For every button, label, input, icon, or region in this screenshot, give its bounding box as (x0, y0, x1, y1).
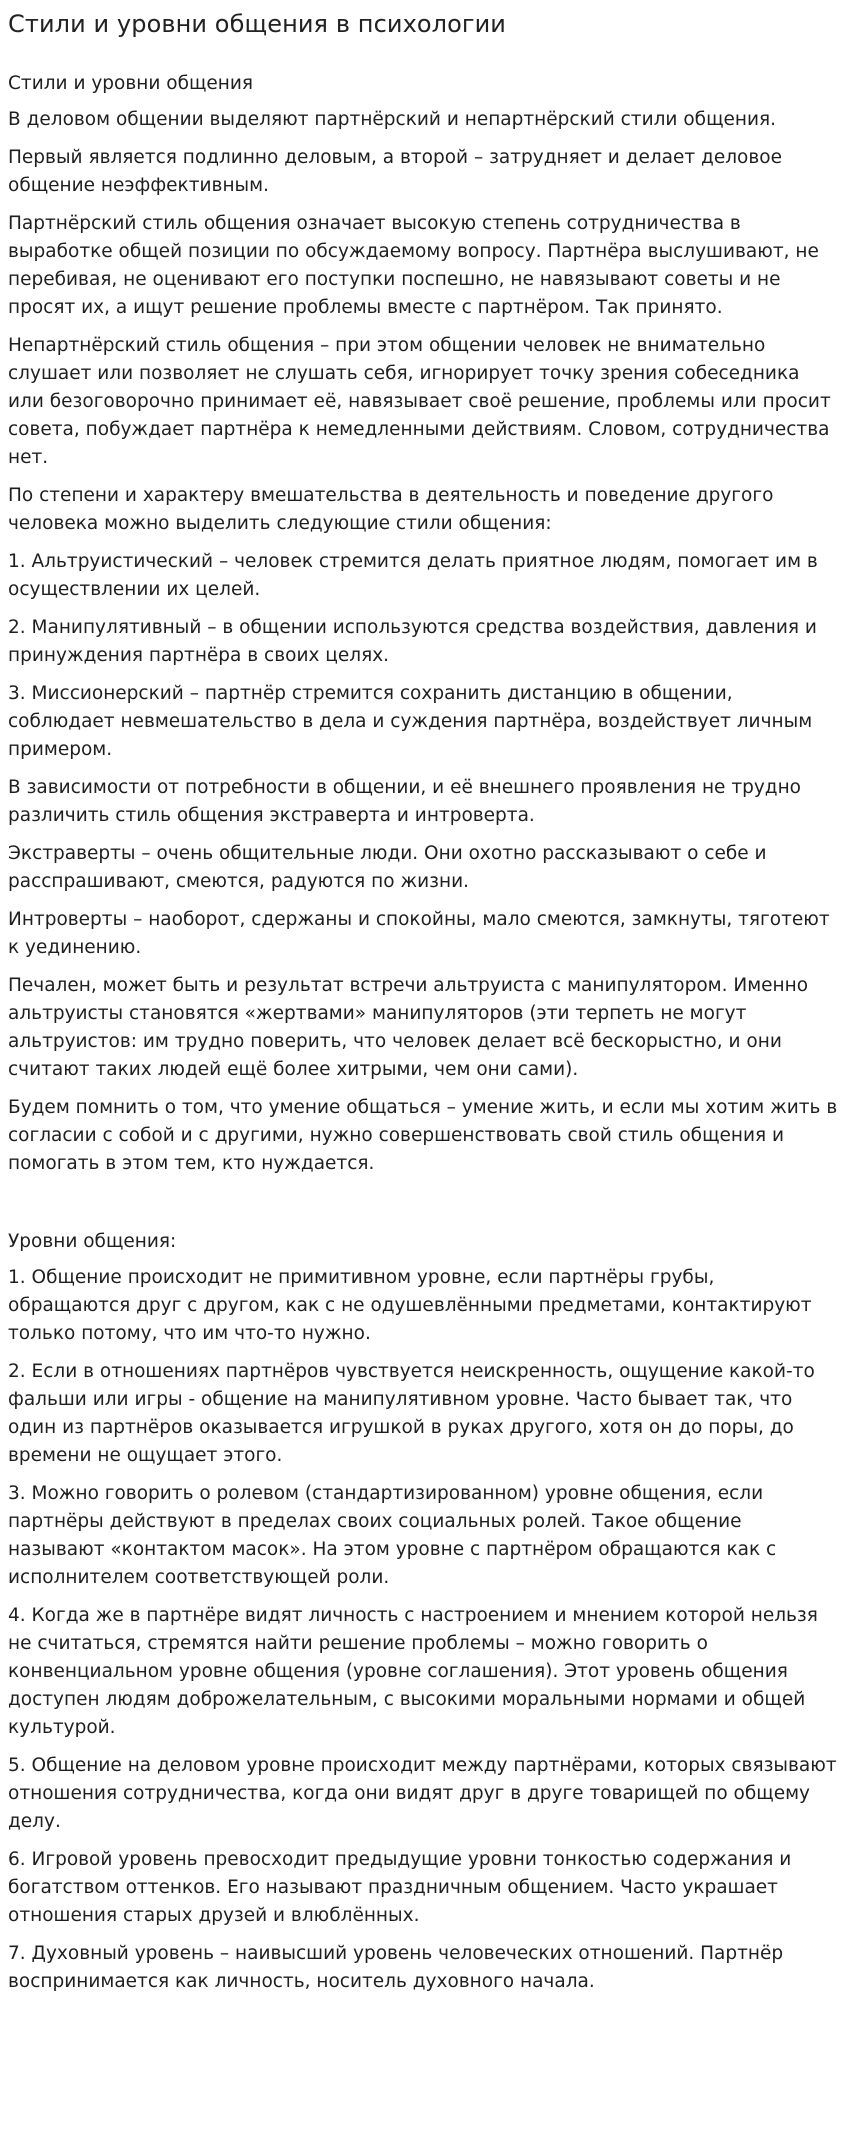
page-title: Стили и уровни общения в психологии (8, 10, 506, 38)
list-item-level-6: 6. Игровой уровень превосходит предыдущие уровни тонкостью содержания и богатством оттенков. Его называют праздничным общением. Часто украшает отношения старых друзей и влюблённых. (8, 1849, 792, 1926)
list-item-altruistic: 1. Альтруистический – человек стремится делать приятное людям, помогает им в осуществлении их целей. (8, 551, 818, 600)
list-item-level-5: 5. Общение на деловом уровне происходит между партнёрами, которых связывают отношения сотрудничества, когда они видят друг в друге товарищей по общему делу. (8, 1755, 837, 1832)
list-item-missionary: 3. Миссионерский – партнёр стремится сохранить дистанцию в общении, соблюдает невмешательство в дела и суждения партнёра, воздействует личным примером. (8, 683, 813, 760)
paragraph: Непартнёрский стиль общения – при этом общении человек не внимательно слушает или позволяет не слушать себя, игнорирует точку зрения собеседника или безоговорочно принимает её, навязывает своё решение, проблемы или просит совета, побуждает партнёра к немедленными действиям. Словом, сотрудничества нет. (8, 335, 831, 468)
paragraph: Партнёрский стиль общения означает высокую степень сотрудничества в выработке общей позиции по обсуждаемому вопросу. Партнёра выслушивают, не перебивая, не оценивают его поступки поспешно, не навязывают советы и не просят их, а ищут решение проблемы вместе с партнёром. Так принято. (8, 213, 819, 318)
paragraph: Первый является подлинно деловым, а второй – затрудняет и делает деловое общение неэффективным. (8, 147, 782, 196)
paragraph: В деловом общении выделяют партнёрский и непартнёрский стили общения. (8, 109, 777, 130)
section-heading-styles: Стили и уровни общения (8, 73, 254, 94)
paragraph-introverts: Интроверты – наоборот, сдержаны и спокойны, мало смеются, замкнуты, тяготеют к уединению. (8, 909, 830, 958)
list-item-level-2: 2. Если в отношениях партнёров чувствуется неискренность, ощущение какой-то фальши или игры - общение на манипулятивном уровне. Часто бывает так, что один из партнёров оказывается игрушкой в руках другого, хотя он до поры, до времени не ощущает этого. (8, 1361, 815, 1466)
list-item-manipulative: 2. Манипулятивный – в общении используются средства воздействия, давления и принуждения партнёра в своих целях. (8, 617, 817, 666)
paragraph: Будем помнить о том, что умение общаться – умение жить, и если мы хотим жить в согласии с собой и с другими, нужно совершенствовать свой стиль общения и помогать в этом тем, кто нуждается. (8, 1097, 838, 1174)
paragraph: По степени и характеру вмешательства в деятельность и поведение другого человека можно выделить следующие стили общения: (8, 485, 774, 534)
paragraph-extraverts: Экстраверты – очень общительные люди. Они охотно рассказывают о себе и расспрашивают, смеются, радуются по жизни. (8, 843, 767, 892)
article (8, 0, 840, 1996)
paragraph: Печален, может быть и результат встречи альтруиста с манипулятором. Именно альтруисты становятся «жертвами» манипуляторов (эти терпеть не могут альтруистов: им трудно поверить, что человек делает всё бескорыстно, и они считают таких людей ещё более хитрыми, чем они сами). (8, 975, 809, 1080)
section-heading-levels: Уровни общения: (8, 1231, 177, 1252)
paragraph: В зависимости от потребности в общении, и её внешнего проявления не трудно различить стиль общения экстраверта и интроверта. (8, 777, 801, 826)
list-item-level-1: 1. Общение происходит не примитивном уровне, если партнёры грубы, обращаются друг с другом, как с не одушевлёнными предметами, контактируют только потому, что им что-то нужно. (8, 1267, 812, 1344)
list-item-level-7: 7. Духовный уровень – наивысший уровень человеческих отношений. Партнёр воспринимается как личность, носитель духовного начала. (8, 1943, 784, 1992)
list-item-level-4: 4. Когда же в партнёре видят личность с настроением и мнением которой нельзя не считаться, стремятся найти решение проблемы – можно говорить о конвенциальном уровне общения (уровне соглашения). Этот уровень общения доступен людям доброжелательным, с высокими моральными нормами и общей культурой. (8, 1605, 818, 1738)
list-item-level-3: 3. Можно говорить о ролевом (стандартизированном) уровне общения, если партнёры действуют в пределах своих социальных ролей. Такое общение называют «контактом масок». На этом уровне с партнёром обращаются как с исполнителем соответствующей роли. (8, 1483, 777, 1588)
